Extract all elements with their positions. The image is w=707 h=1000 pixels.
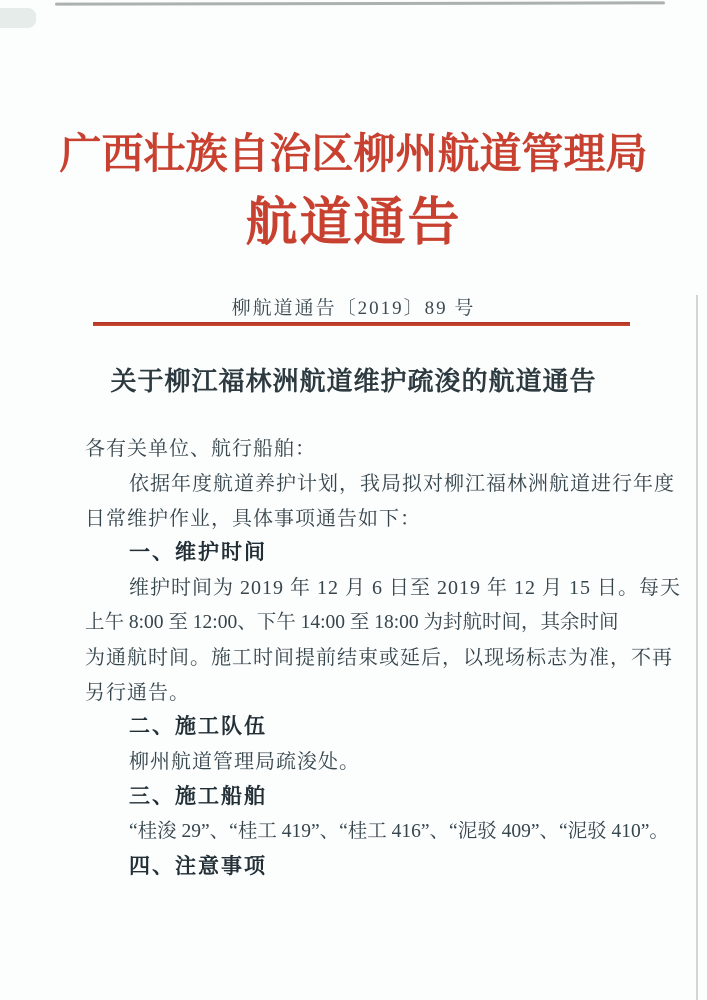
body-line: 为通航时间。施工时间提前结束或延后，以现场标志为准，不再 [85,646,673,669]
section-heading: 四、注意事项 [129,854,267,878]
body-line: 柳州航道管理局疏浚处。 [129,751,360,774]
section-heading: 一、维护时间 [129,541,267,565]
body-line: “桂浚 29”、“桂工 419”、“桂工 416”、“泥驳 409”、“泥驳 410”。 [129,820,669,842]
organization-title: 广西壮族自治区柳州航道管理局 [59,132,648,178]
document-number: 柳航道通告〔2019〕89 号 [231,298,476,319]
section-heading: 三、施工船舶 [129,784,267,808]
notice-title: 关于柳江福林洲航道维护疏浚的航道通告 [110,367,597,396]
section-heading: 二、施工队伍 [129,715,267,739]
body-line: 依据年度航道养护计划，我局拟对柳江福林洲航道进行年度 [129,472,675,495]
body-line: 维护时间为 2019 年 12 月 6 日至 2019 年 12 月 15 日。每天 [129,577,681,600]
scan-artifact-top-edge [55,1,665,5]
document-type-title: 航道通告 [245,195,462,252]
notice-body [85,432,681,884]
scan-artifact-right-edge [696,295,698,1000]
scan-artifact-smudge [0,8,36,28]
body-line: 各有关单位、航行船舶： [85,438,316,460]
body-line: 日常维护作业，具体事项通告如下： [85,507,421,530]
body-line: 上午 8:00 至 12:00、下午 14:00 至 18:00 为封航时间，其余时间 [85,611,619,633]
body-line: 另行通告。 [85,681,190,704]
letterhead-divider-rule [93,322,630,326]
